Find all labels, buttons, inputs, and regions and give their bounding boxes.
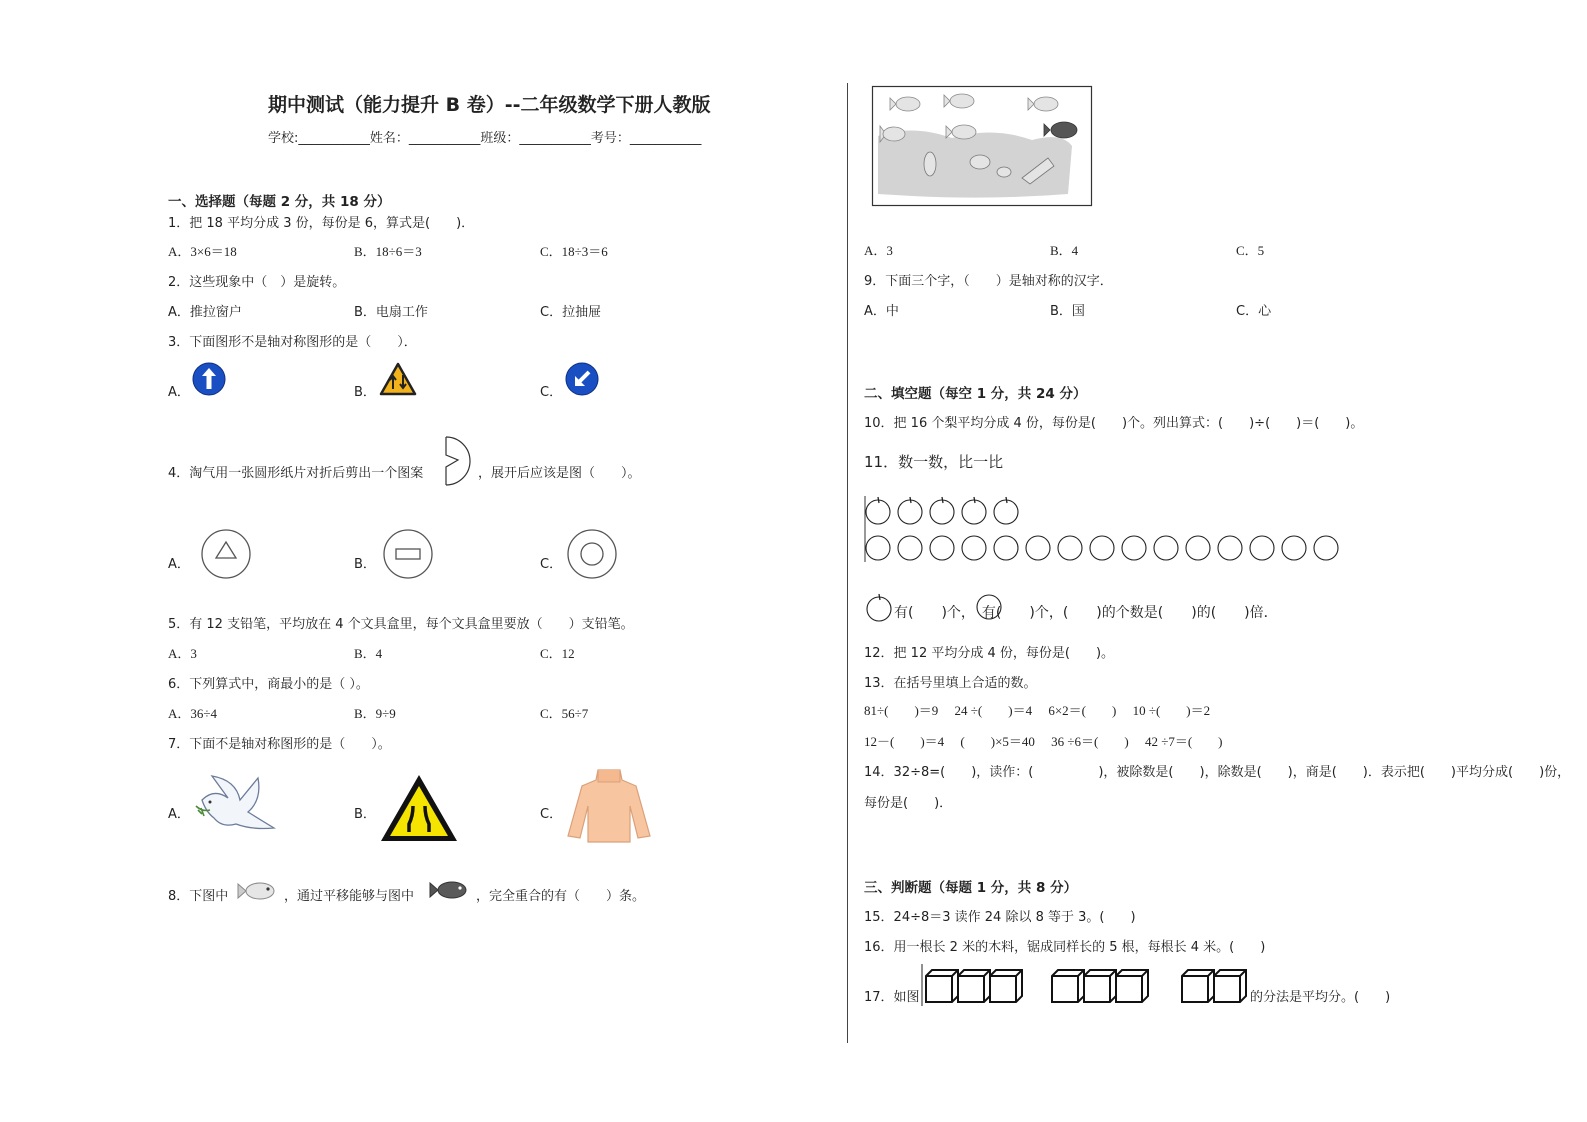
q4-option-c[interactable]: C．	[540, 557, 563, 572]
dove-icon	[192, 770, 278, 840]
q1-option-b[interactable]: B．18÷6＝3	[354, 244, 422, 259]
q5-option-c[interactable]: C．12	[540, 646, 575, 661]
q5-stem: 5．有 12 支铅笔，平均放在 4 个文具盒里，每个文具盒里要放（ ）支铅笔。	[168, 617, 634, 632]
q1-option-c[interactable]: C．18÷3＝6	[540, 244, 608, 259]
q12-stem: 12．把 12 平均分成 4 份，每份是( )。	[864, 646, 1115, 661]
q6-option-a[interactable]: A．36÷4	[168, 706, 218, 721]
q17-stem-part1: 17．如图	[864, 990, 920, 1005]
q13-row1: 81÷( )＝9 24 ÷( )＝4 6×2＝( ) 10 ÷( )＝2	[864, 703, 1211, 718]
q17-stem-part2: 的分法是平均分。( )	[1250, 990, 1391, 1005]
q14-line2: 每份是( )．	[864, 796, 953, 811]
apple-small-icon	[864, 592, 894, 622]
q5-option-b[interactable]: B．4	[354, 646, 383, 661]
q8-stem-part1: 8．下图中	[168, 889, 229, 904]
section2-title: 二、填空题（每空 1 分，共 24 分）	[864, 386, 1087, 402]
q2-option-a[interactable]: A．推拉窗户	[168, 305, 242, 320]
q7-option-c[interactable]: C．	[540, 807, 563, 822]
q9-stem: 9．下面三个字，（ ）是轴对称的汉字．	[864, 274, 1113, 289]
q4-stem-part1: 4．淘气用一张圆形纸片对折后剪出一个图案	[168, 466, 424, 481]
cubes-grouping-figure	[920, 962, 1250, 1008]
q7-option-a[interactable]: A．	[168, 807, 190, 822]
q2-stem: 2．这些现象中（ ）是旋转。	[168, 275, 346, 290]
q14-line1: 14．32÷8=( )，读作：( )，被除数是( )，除数是( )，商是( )．表示把( )平均分成( )份，	[864, 765, 1571, 780]
q3-option-c[interactable]: C．	[540, 385, 563, 400]
up-arrow-sign-icon	[192, 362, 226, 396]
circle-with-triangle-icon	[200, 528, 252, 580]
q8-stem-part3: ，完全重合的有（ ）条。	[476, 889, 646, 904]
q8-option-b[interactable]: B．4	[1050, 243, 1079, 258]
q7-stem: 7．下面不是轴对称图形的是（ ）。	[168, 737, 391, 752]
q8-option-a[interactable]: A．3	[864, 243, 893, 258]
folded-paper-shape-icon	[444, 435, 474, 487]
q3-option-b[interactable]: B．	[354, 385, 376, 400]
q1-option-a[interactable]: A．3×6＝18	[168, 244, 237, 259]
q9-option-c[interactable]: C．心	[1236, 304, 1272, 319]
q2-option-b[interactable]: B．电扇工作	[354, 305, 428, 320]
q7-option-b[interactable]: B．	[354, 807, 376, 822]
section3-title: 三、判断题（每题 1 分，共 8 分）	[864, 880, 1078, 896]
q15-stem: 15．24÷8＝3 读作 24 除以 8 等于 3。( )	[864, 910, 1136, 925]
turn-arrow-sign-icon	[565, 362, 599, 396]
q1-stem: 1．把 18 平均分成 3 份，每份是 6，算式是( )．	[168, 216, 475, 231]
concentric-circles-icon	[566, 528, 618, 580]
q9-option-a[interactable]: A．中	[864, 304, 899, 319]
q11-stem: 11．数一数，比一比	[864, 453, 1004, 471]
q11-count-line: 有( )个， 有( )个，( )的个数是( )的( )倍．	[894, 605, 1278, 621]
q4-option-a[interactable]: A．	[168, 557, 190, 572]
circle-with-rectangle-icon	[382, 528, 434, 580]
light-fish-icon	[236, 880, 276, 902]
q10-stem: 10．把 16 个梨平均分成 4 份，每份是( )个。列出算式：( )÷( )＝( )。	[864, 416, 1364, 431]
dark-fish-icon	[428, 879, 468, 901]
road-narrows-sign-icon	[378, 772, 460, 844]
q4-option-b[interactable]: B．	[354, 557, 376, 572]
section1-title: 一、选择题（每题 2 分，共 18 分）	[168, 194, 391, 210]
q8-stem-part2: ，通过平移能够与图中	[284, 889, 415, 904]
q13-row2: 12－( )＝4 ( )×5＝40 36 ÷6＝( ) 42 ÷7＝( )	[864, 734, 1223, 749]
two-way-traffic-sign-icon	[379, 362, 417, 396]
student-info-line: 学校:___________姓名：___________班级：___________考号：___________	[268, 131, 702, 146]
q6-option-c[interactable]: C．56÷7	[540, 706, 589, 721]
fish-aquarium-figure	[872, 86, 1092, 206]
q4-stem-part2: ，展开后应该是图（ ）。	[478, 466, 641, 481]
q6-option-b[interactable]: B．9÷9	[354, 706, 396, 721]
apple-comparison-figure	[864, 494, 1344, 564]
q3-option-a[interactable]: A．	[168, 385, 190, 400]
sweater-icon	[566, 766, 652, 846]
q2-option-c[interactable]: C．拉抽屉	[540, 305, 602, 320]
column-divider	[847, 83, 848, 1043]
page-title: 期中测试（能力提升 B 卷）--二年级数学下册人教版	[268, 94, 711, 116]
q16-stem: 16．用一根长 2 米的木料，锯成同样长的 5 根，每根长 4 米。( )	[864, 940, 1266, 955]
q3-stem: 3．下面图形不是轴对称图形的是（ ）．	[168, 335, 417, 350]
q9-option-b[interactable]: B．国	[1050, 304, 1085, 319]
q8-option-c[interactable]: C．5	[1236, 243, 1265, 258]
q5-option-a[interactable]: A．3	[168, 646, 197, 661]
q13-stem: 13．在括号里填上合适的数。	[864, 676, 1037, 691]
q6-stem: 6．下列算式中，商最小的是（ ）。	[168, 677, 369, 692]
